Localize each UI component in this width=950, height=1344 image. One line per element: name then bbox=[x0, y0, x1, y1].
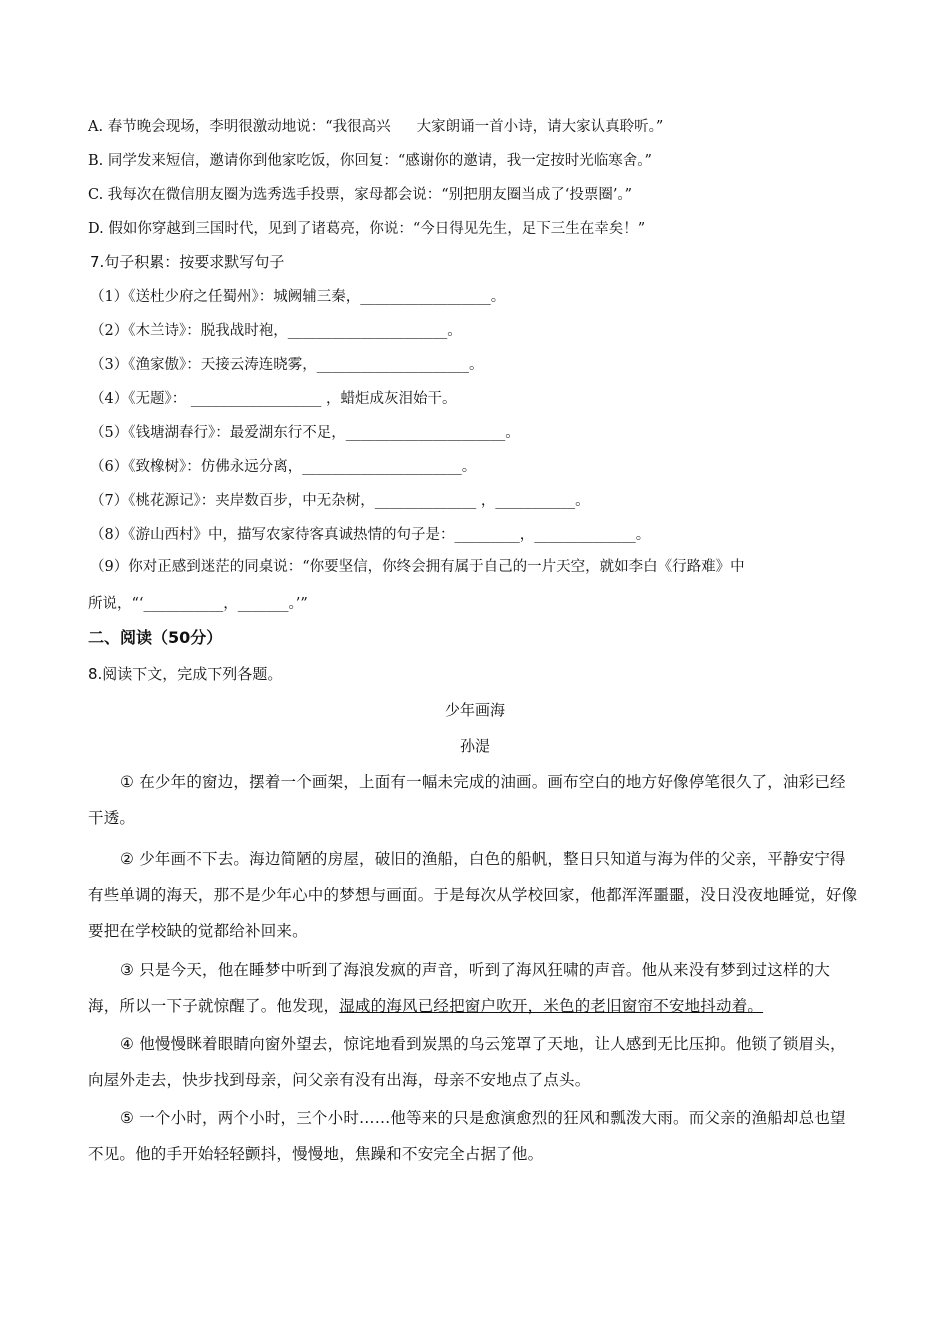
q7-item-9-cont: 所说，“‘___________，_______。’” bbox=[88, 596, 308, 612]
q7-item-6: （6）《致橡树》：仿佛永远分离，______________________。 bbox=[90, 459, 477, 475]
article-author: 孙湜 bbox=[459, 737, 490, 755]
q7-item-5: （5）《钱塘湖春行》：最爱湖东行不足，______________________。 bbox=[90, 425, 520, 441]
paragraph-5: ⑤ 一个小时，两个小时，三个小时……他等来的只是愈演愈烈的狂风和瓢泼大雨。而父亲的渔船却总也望不见。他的手开始轻轻颤抖，慢慢地，焦躁和不安完全占据了他。 bbox=[88, 1109, 846, 1163]
option-d: D. 假如你穿越到三国时代，见到了诸葛亮，你说：“今日得见先生，足下三生在幸矣！” bbox=[88, 221, 646, 237]
paragraph-1: ① 在少年的窗边，摆着一个画架，上面有一幅未完成的油画。画布空白的地方好像停笔很久了，油彩已经干透。 bbox=[88, 773, 846, 827]
q7-item-8: （8）《游山西村》中，描写农家待客真诚热情的句子是：_________，______________。 bbox=[90, 527, 651, 543]
option-c: C. 我每次在微信朋友圈为选秀选手投票，家母都会说：“别把朋友圈当成了‘投票圈’。” bbox=[88, 187, 633, 203]
underlined-sentence: 湿咸的海风已经把窗户吹开，米色的老旧窗帘不安地抖动着。 bbox=[339, 997, 764, 1015]
paragraph-3: ③ 只是今天，他在睡梦中听到了海浪发疯的声音，听到了海风狂啸的声音。他从来没有梦到过这样的大海，所以一下子就惊醒了。他发现，湿咸的海风已经把窗户吹开，米色的老旧窗帘不安地抖动着。 bbox=[88, 961, 831, 1015]
q7-item-7: （7）《桃花源记》：夹岸数百步，中无杂树，______________ ，___________。 bbox=[90, 493, 590, 509]
option-b: B. 同学发来短信，邀请你到他家吃饭，你回复：“感谢你的邀请，我一定按时光临寒舍。” bbox=[88, 153, 652, 169]
section-heading: 二、阅读（50分） bbox=[88, 628, 223, 647]
question-8-title: 8.阅读下文，完成下列各题。 bbox=[88, 665, 283, 683]
paragraph-4: ④ 他慢慢眯着眼睛向窗外望去，惊诧地看到炭黑的乌云笼罩了天地，让人感到无比压抑。他锁了锁眉头，向屋外走去，快步找到母亲，问父亲有没有出海，母亲不安地点了点头。 bbox=[88, 1035, 846, 1089]
article-title: 少年画海 bbox=[444, 701, 505, 719]
q7-item-1: （1）《送杜少府之任蜀州》：城阙辅三秦，__________________。 bbox=[90, 289, 506, 305]
q7-item-4: （4）《无题》： __________________ ，蜡炬成灰泪始干。 bbox=[90, 391, 457, 407]
question-7-title: 7.句子积累：按要求默写句子 bbox=[90, 253, 285, 271]
q7-item-9: （9）你对正感到迷茫的同桌说：“你要坚信，你终会拥有属于自己的一片天空，就如李白《行路难》中 bbox=[90, 559, 745, 575]
paragraph-2: ② 少年画不下去。海边简陋的房屋，破旧的渔船，白色的船帆，整日只知道与海为伴的父亲，平静安宁得有些单调的海天，那不是少年心中的梦想与画面。于是每次从学校回家，他都浑浑噩噩，没日没夜地睡觉，好像要把在学校缺的觉都给补回来。 bbox=[88, 850, 858, 940]
option-a: A. 春节晚会现场，李明很激动地说：“我很高兴 大家朗诵一首小诗，请大家认真聆听。” bbox=[88, 119, 664, 135]
q7-item-3: （3）《渔家傲》：天接云涛连晓雾，_____________________。 bbox=[90, 357, 484, 373]
q7-item-2: （2）《木兰诗》：脱我战时袍，______________________。 bbox=[90, 323, 462, 339]
